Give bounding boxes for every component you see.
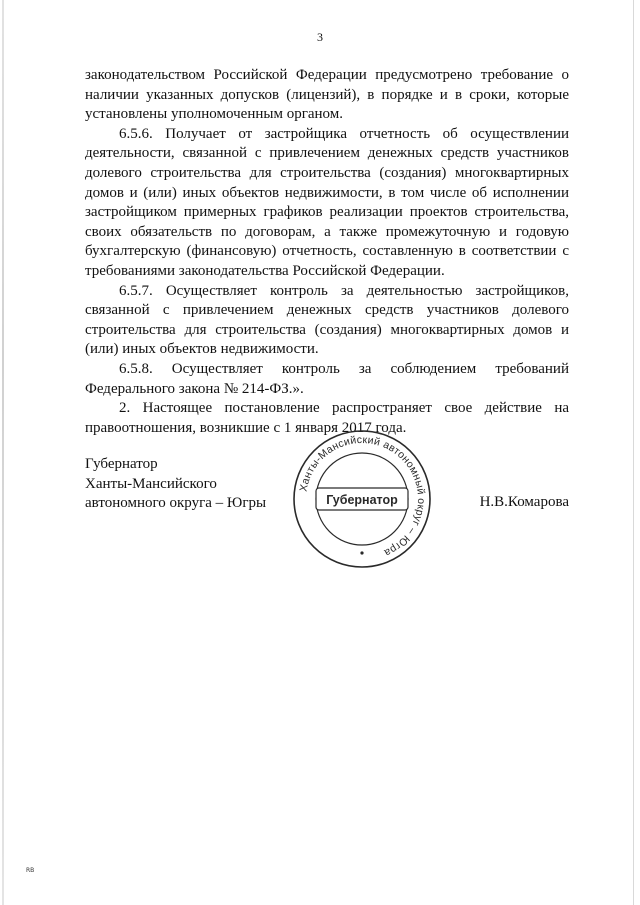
paragraph-6-5-7: 6.5.7. Осуществляет контроль за деятельностью застройщиков, связанной с привлечением денежных средств участников долевого строительства для строительства (создания) многоквартирных домов и (или) иных объектов недвижимости. [85, 282, 569, 358]
signatory-title-line: Ханты-Мансийского [85, 475, 217, 492]
signatory-title-line: Губернатор [85, 456, 158, 472]
paragraph-6-5-6: 6.5.6. Получает от застройщика отчетность об осуществлении деятельности, связанной с привлечением денежных средств участников долевого строительства для строительства (создания) многоквартирных домов и (или) иных объектов недвижимости, в том числе об исполнении застройщиком примерных графиков реализации проектов строительства, своих обязательств по договорам, а также промежуточную и годовую бухгалтерскую (финансовую) отчетность, составленную в соответствии с требованиями законодательства Российской Федерации. [85, 125, 569, 279]
page-number: 3 [317, 30, 323, 44]
paragraph-6-5-8: 6.5.8. Осуществляет контроль за соблюдением требований [119, 360, 569, 377]
signatory-title [85, 455, 266, 514]
paragraph-2: 2. Настоящее постановление распространяет свое действие на правоотношения, возникшие с 1 января 2017 года. [85, 400, 569, 436]
footer-code: RB [26, 867, 35, 874]
signature-block [85, 433, 569, 565]
official-seal [290, 427, 434, 571]
seal-center-text: Губернатор [326, 493, 398, 507]
paragraph-continuation: законодательством Российской Федерации предусмотрено требование о наличии указанных допусков (лицензий), в порядке и в сроки, которые установлены уполномоченным органом. [85, 67, 569, 123]
seal-ring-textpath: Ханты-Мансийский автономный округ – Югра [297, 433, 428, 559]
scan-edge-left [2, 0, 4, 905]
signatory-title-line: автономного округа – Югры [85, 495, 267, 511]
document-body [85, 66, 569, 438]
scan-edge-right [633, 0, 634, 905]
seal-star-mark [360, 551, 363, 554]
paragraph-6-5-8-continued: Федерального закона № 214-ФЗ.». [85, 380, 304, 397]
signatory-name: Н.В.Комарова [479, 494, 569, 510]
